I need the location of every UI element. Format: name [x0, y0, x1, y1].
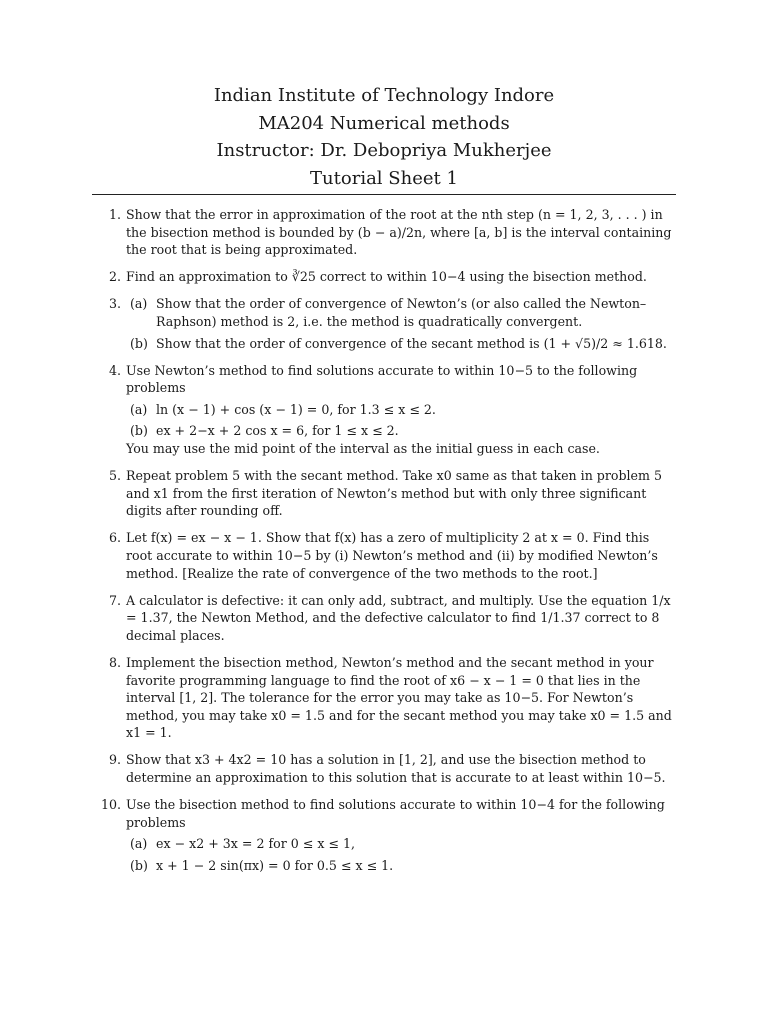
problem-number: 5. — [108, 468, 121, 484]
subpart-a — [126, 835, 676, 853]
document-header — [0, 82, 768, 192]
problem-text: Show that the error in approximation of the root at the nth step (n = 1, 2, 3, . . . ) in the bisection method is bounded by (b − a)/2n, where [a, b] is the interval containing the root that is being approximated. — [126, 207, 672, 258]
problem-9 — [108, 751, 676, 786]
problem-list — [100, 206, 676, 884]
subpart-b — [126, 422, 676, 440]
header-divider — [92, 194, 676, 195]
subpart-text: ex − x2 + 3x = 2 for 0 ≤ x ≤ 1, — [156, 836, 355, 852]
subpart-label: (a) — [130, 836, 148, 852]
problem-1 — [108, 206, 676, 259]
problem-number: 6. — [108, 530, 121, 546]
subpart-a — [126, 401, 676, 419]
instructor-name: Instructor: Dr. Debopriya Mukherjee — [216, 140, 552, 161]
problem-number: 9. — [108, 752, 121, 768]
problem-text: Find an approximation to ∛25 correct to within 10−4 using the bisection method. — [126, 269, 647, 285]
problem-text: A calculator is defective: it can only add, subtract, and multiply. Use the equation 1/x = 1.37, the Newton Method, and the defective calculator to find 1/1.37 correct to 8 decimal places. — [126, 592, 671, 643]
problem-7 — [108, 592, 676, 645]
problem-6 — [108, 529, 676, 582]
problem-text: Repeat problem 5 with the secant method. Take x0 same as that taken in problem 5 and x1 from the first iteration of Newton’s method but with only three significant digits after rounding off. — [126, 468, 662, 519]
subpart-text: ln (x − 1) + cos (x − 1) = 0, for 1.3 ≤ x ≤ 2. — [156, 401, 436, 417]
subpart-label: (a) — [130, 296, 148, 312]
problem-number: 1. — [108, 207, 121, 222]
problem-3 — [108, 295, 676, 352]
problem-text: Use the bisection method to find solutions accurate to within 10−4 for the following problems — [126, 797, 665, 830]
problem-text: Show that x3 + 4x2 = 10 has a solution in [1, 2], and use the bisection method to determine an approximation to this solution that is accurate to at least within 10−5. — [126, 752, 666, 786]
problem-text: Implement the bisection method, Newton’s method and the secant method in your favorite programming language to find the root of x6 − x − 1 = 0 that lies in the interval [1, 2]. The tolerance for the error you may take as 10−5. For Newton’s method, you may take x0 = 1.5 and for the secant method you may take x0 = 1.5 and x1 = 1. — [126, 654, 672, 741]
problem-2 — [108, 268, 676, 286]
subpart-label: (b) — [130, 423, 148, 439]
subpart-label: (a) — [130, 401, 148, 417]
problem-number: 3. — [108, 296, 121, 312]
problem-number: 10. — [100, 797, 121, 813]
subpart-text: Show that the order of convergence of Newton’s (or also called the Newton–Raphson) method is 2, i.e. the method is quadratically convergent. — [156, 296, 647, 329]
problem-4 — [108, 362, 676, 458]
subpart-a — [126, 295, 676, 330]
problem-text: Use Newton’s method to find solutions accurate to within 10−5 to the following problems — [126, 362, 638, 396]
problem-10 — [100, 796, 676, 874]
subpart-text: ex + 2−x + 2 cos x = 6, for 1 ≤ x ≤ 2. — [156, 423, 399, 439]
problem-number: 8. — [108, 654, 121, 670]
subpart-text: x + 1 − 2 sin(πx) = 0 for 0.5 ≤ x ≤ 1. — [156, 857, 394, 873]
course-title: MA204 Numerical methods — [258, 112, 510, 134]
subpart-b — [126, 857, 676, 875]
problem-8 — [108, 654, 676, 742]
problem-number: 2. — [108, 269, 121, 285]
subpart-label: (b) — [130, 335, 148, 351]
subpart-label: (b) — [130, 857, 148, 873]
subpart-text: Show that the order of convergence of the secant method is (1 + √5)/2 ≈ 1.618. — [156, 335, 667, 351]
problem-number: 4. — [108, 362, 121, 378]
problem-5 — [108, 467, 676, 520]
problem-note: You may use the mid point of the interval as the initial guess in each case. — [126, 441, 600, 457]
problem-number: 7. — [108, 592, 121, 608]
subpart-b — [126, 335, 676, 353]
problem-text: Let f(x) = ex − x − 1. Show that f(x) has a zero of multiplicity 2 at x = 0. Find this root accurate to within 10−5 by (i) Newton’s method and (ii) by modified Newton’s method. [Realize the rate of convergence of the two methods to the root.] — [126, 530, 658, 581]
sheet-title: Tutorial Sheet 1 — [310, 167, 458, 189]
institute-name: Indian Institute of Technology Indore — [213, 85, 555, 106]
